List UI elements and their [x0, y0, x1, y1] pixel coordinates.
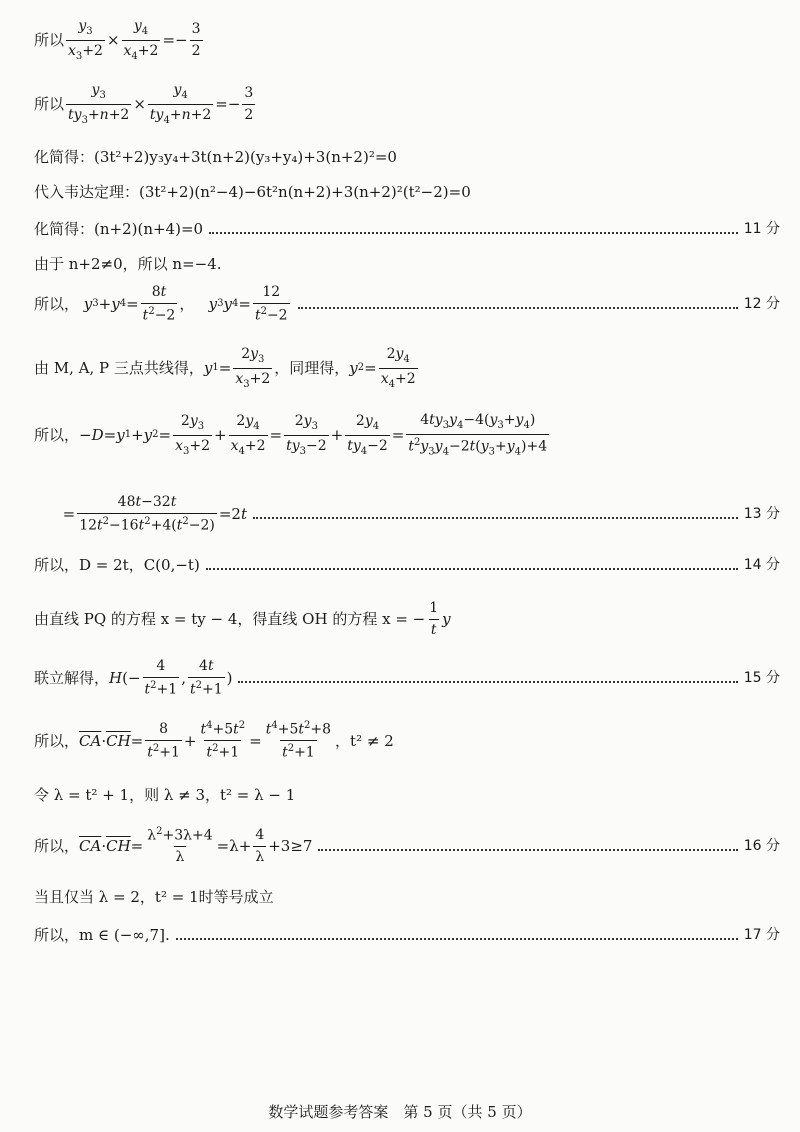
line-2: 所以 $\frac{y_3}{ty_3+n+2}$ × $\frac{y_4}{ty_4+n+2}$ =− $\frac{3}{2}$: [34, 82, 254, 126]
line-13-prefix: 联立解得，: [34, 669, 110, 688]
fraction: $\frac{y_3}{ty_3+n+2}$: [68, 82, 130, 126]
fraction: $\frac{48t-32t}{12t^2-16t^2+4(t^2-2)}$: [79, 494, 215, 534]
fraction: $\frac{4}{\lambda}$: [255, 826, 265, 865]
fraction: $\frac{2y_3}{x_3+2}$: [175, 412, 210, 457]
line-10: = $\frac{48t-32t}{12t^2-16t^2+4(t^2-2)}$ =2 t 13 分: [34, 494, 780, 534]
line-4: [34, 183, 780, 201]
line-1: [34, 18, 780, 63]
score-label: 16 分: [743, 837, 780, 854]
line-11: [34, 556, 780, 574]
line-14-suffix: ，t² ≠ 2: [335, 731, 394, 750]
fraction: $\frac{8t}{t^2-2}$: [142, 284, 176, 324]
fraction: $\frac{1}{t}$: [429, 600, 439, 638]
line-8: 由 M, A, P 三点共线得， y 1 = $\frac{2y_3}{x_3+2}$ ，同理得， y 2 = $\frac{2y_4}{x_4+2}$: [34, 346, 416, 390]
fraction: $\frac{y_4}{x_4+2}$: [123, 18, 159, 62]
score-label: 14 分: [743, 556, 780, 573]
score-label: 12 分: [743, 295, 780, 312]
line-15-text: 令 λ = t² + 1，则 λ ≠ 3，t² = λ − 1: [34, 786, 296, 804]
leader-dots: [318, 849, 737, 851]
fraction: $\frac{4}{t^2+1}$: [144, 658, 178, 698]
leader-dots: [238, 681, 737, 683]
line-6: [34, 255, 780, 273]
leader-dots: [209, 232, 738, 234]
line-9-prefix: 所以，: [34, 426, 80, 445]
line-6-text: 由于 n+2≠0，所以 n=−4.: [34, 255, 222, 273]
fraction: $\frac{3}{2}$: [244, 85, 254, 123]
line-15: [34, 786, 780, 804]
fraction: $\frac{3}{2}$: [191, 21, 201, 59]
leader-dots: [298, 307, 738, 309]
fraction: $\frac{y_3}{x_3+2}$: [68, 18, 103, 62]
fraction: $\frac{2y_4}{x_4+2}$: [380, 346, 416, 390]
score-label: 17 分: [743, 926, 780, 943]
equals-minus: =−: [162, 31, 188, 50]
fraction: $\frac{t^4+5t^2}{t^2+1}$: [200, 720, 246, 762]
line-18: [34, 926, 780, 944]
line-12-prefix: 由直线 PQ 的方程 x = ty − 4，得直线 OH 的方程 x = −: [34, 610, 426, 629]
line-8-mid: ，同理得，: [274, 359, 350, 378]
times-sign: ×: [106, 31, 120, 50]
fraction: $\frac{8}{t^2+1}$: [147, 720, 180, 761]
fraction: $\frac{2y_4}{ty_4-2}$: [347, 412, 388, 457]
fraction: $\frac{4t}{t^2+1}$: [189, 658, 223, 698]
line-9: 所以， − D = y 1 + y 2 = $\frac{2y_3}{x_3+2}$ + $\frac{2y_4}{x_4+2}$ = $\frac{2y_3}{ty_3-2}$ + $\frac{2y_4}{ty_4-2}$ = $\frac{4ty_3y_4-4(y_3+y_4)}{t^2y_3y_4-2t(y_3+y_4)+4}$: [34, 412, 548, 458]
fraction: $\frac{\lambda^2+3\lambda+4}{\lambda}$: [147, 826, 213, 866]
leader-dots: [176, 938, 738, 940]
fraction: $\frac{12}{t^2-2}$: [254, 284, 288, 324]
line-18-text: 所以，m ∈ (−∞,7].: [34, 926, 170, 944]
score-label: 13 分: [743, 505, 780, 522]
page-footer: 数学试题参考答案 第 5 页（共 5 页）: [268, 1103, 532, 1121]
line-13: 联立解得， H (− $\frac{4}{t^2+1}$ , $\frac{4t}{t^2+1}$ ) 15 分: [34, 658, 780, 698]
line-8-prefix: 由 M, A, P 三点共线得，: [34, 359, 204, 378]
fraction: $\frac{2y_4}{x_4+2}$: [230, 412, 266, 457]
line-14-prefix: 所以，: [34, 731, 80, 750]
fraction: $\frac{t^4+5t^2+8}{t^2+1}$: [265, 720, 332, 762]
score-label: 11 分: [743, 220, 780, 237]
fraction: $\frac{2y_3}{x_3+2}$: [235, 346, 271, 390]
line-17: [34, 888, 780, 906]
line-2-prefix: 所以: [34, 95, 65, 114]
line-14: 所以， $\overline{CA}$ · $\overline{CH}$ = $\frac{8}{t^2+1}$ + $\frac{t^4+5t^2}{t^2+1}$ = $\frac{t^4+5t^2+8}{t^2+1}$ ，t² ≠ 2: [34, 720, 394, 762]
line-12: 由直线 PQ 的方程 x = ty − 4，得直线 OH 的方程 x = − $\frac{1}{t}$ y: [34, 600, 451, 638]
line-16: 所以， $\overline{CA}$ · $\overline{CH}$ = $\frac{\lambda^2+3\lambda+4}{\lambda}$ =λ+ $\frac{4}{\lambda}$ +3≥7 16 分: [34, 826, 780, 866]
fraction: $\frac{4ty_3y_4-4(y_3+y_4)}{t^2y_3y_4-2t(y_3+y_4)+4}$: [408, 412, 548, 458]
line-3: [34, 148, 780, 166]
score-label: 15 分: [743, 669, 780, 686]
line-5: [34, 220, 780, 238]
line-7-prefix: 所以，: [34, 295, 80, 314]
fraction: $\frac{2y_3}{ty_3-2}$: [286, 412, 327, 457]
leader-dots: [206, 568, 738, 570]
line-5-text: 化简得：(n+2)(n+4)=0: [34, 220, 204, 238]
line-3-text: 化简得：(3t²+2)y₃y₄+3t(n+2)(y₃+y₄)+3(n+2)²=0: [34, 148, 397, 166]
line-11-text: 所以，D = 2t，C(0,−t): [34, 556, 200, 574]
line-7: 所以， y 3 + y 4 = $\frac{8t}{t^2-2}$ ， y 3 y 4 = $\frac{12}{t^2-2}$ 12 分: [34, 284, 780, 324]
fraction: $\frac{y_4}{ty_4+n+2}$: [149, 82, 212, 126]
line-17-text: 当且仅当 λ = 2，t² = 1时等号成立: [34, 888, 274, 906]
line-4-text: 代入韦达定理：(3t²+2)(n²−4)−6t²n(n+2)+3(n+2)²(t²−2)=0: [34, 183, 471, 201]
line-1-prefix: 所以: [34, 31, 65, 50]
leader-dots: [253, 517, 738, 519]
line-16-prefix: 所以，: [34, 837, 80, 856]
